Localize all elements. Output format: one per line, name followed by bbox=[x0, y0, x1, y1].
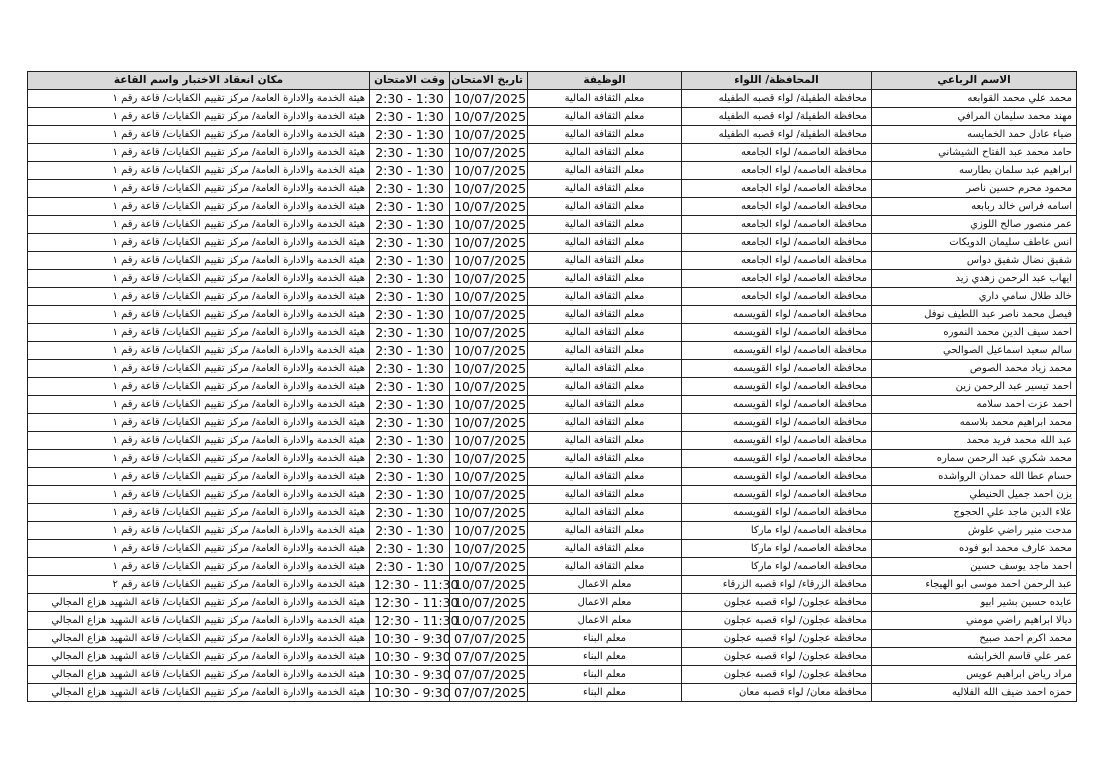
cell-governorate: محافظة العاصمه/ لواء القويسمه bbox=[682, 396, 872, 414]
cell-governorate: محافظة العاصمه/ لواء القويسمه bbox=[682, 342, 872, 360]
cell-governorate: محافظة الزرقاء/ لواء قصبه الزرقاء bbox=[682, 576, 872, 594]
cell-name: حمزه احمد ضيف الله الفلاليه bbox=[872, 684, 1077, 702]
cell-governorate: محافظة العاصمه/ لواء الجامعه bbox=[682, 162, 872, 180]
cell-governorate: محافظة العاصمه/ لواء الجامعه bbox=[682, 252, 872, 270]
cell-name: شفيق نضال شفيق دواس bbox=[872, 252, 1077, 270]
table-row bbox=[28, 558, 1077, 576]
cell-exam-place: هيئة الخدمة والادارة العامة/ مركز تقييم الكفايات/ قاعة رقم ١ bbox=[28, 216, 370, 234]
cell-name: مدحت منير راضي علوش bbox=[872, 522, 1077, 540]
cell-name: انس عاطف سليمان الدويكات bbox=[872, 234, 1077, 252]
cell-governorate: محافظة عجلون/ لواء قصبه عجلون bbox=[682, 630, 872, 648]
cell-exam-time: 2:30 - 1:30 bbox=[370, 450, 450, 468]
cell-governorate: محافظة العاصمه/ لواء ماركا bbox=[682, 558, 872, 576]
table-row bbox=[28, 234, 1077, 252]
cell-name: يزن احمد جميل الحنيطي bbox=[872, 486, 1077, 504]
cell-name: عايده حسين بشير ابيو bbox=[872, 594, 1077, 612]
table-row bbox=[28, 198, 1077, 216]
cell-exam-time: 2:30 - 1:30 bbox=[370, 180, 450, 198]
cell-exam-place: هيئة الخدمة والادارة العامة/ مركز تقييم الكفايات/ قاعة الشهيد هزاع المجالي bbox=[28, 630, 370, 648]
cell-name: احمد عزت احمد سلامه bbox=[872, 396, 1077, 414]
cell-exam-date: 10/07/2025 bbox=[450, 522, 528, 540]
table-row bbox=[28, 630, 1077, 648]
cell-job: معلم الاعمال bbox=[528, 576, 682, 594]
cell-exam-date: 10/07/2025 bbox=[450, 144, 528, 162]
table-row bbox=[28, 324, 1077, 342]
cell-exam-time: 2:30 - 1:30 bbox=[370, 234, 450, 252]
cell-exam-date: 10/07/2025 bbox=[450, 594, 528, 612]
cell-job: معلم الثقافة المالية bbox=[528, 558, 682, 576]
table-row bbox=[28, 684, 1077, 702]
cell-name: محمد ابراهيم محمد بلاسمه bbox=[872, 414, 1077, 432]
cell-governorate: محافظة العاصمه/ لواء ماركا bbox=[682, 540, 872, 558]
cell-name: ايهاب عبد الرحمن زهدي زيد bbox=[872, 270, 1077, 288]
cell-name: محمد زياد محمد الصوص bbox=[872, 360, 1077, 378]
cell-governorate: محافظة العاصمه/ لواء القويسمه bbox=[682, 450, 872, 468]
cell-job: معلم الثقافة المالية bbox=[528, 414, 682, 432]
cell-exam-date: 10/07/2025 bbox=[450, 198, 528, 216]
cell-exam-date: 10/07/2025 bbox=[450, 612, 528, 630]
cell-exam-date: 10/07/2025 bbox=[450, 396, 528, 414]
cell-governorate: محافظة الطفيلة/ لواء قصبه الطفيله bbox=[682, 126, 872, 144]
table-row bbox=[28, 414, 1077, 432]
cell-job: معلم الثقافة المالية bbox=[528, 324, 682, 342]
cell-exam-time: 2:30 - 1:30 bbox=[370, 540, 450, 558]
cell-name: اسامه فراس خالد ربابعه bbox=[872, 198, 1077, 216]
cell-exam-place: هيئة الخدمة والادارة العامة/ مركز تقييم الكفايات/ قاعة رقم ١ bbox=[28, 378, 370, 396]
cell-exam-time: 2:30 - 1:30 bbox=[370, 216, 450, 234]
cell-governorate: محافظة العاصمه/ لواء القويسمه bbox=[682, 432, 872, 450]
cell-job: معلم الثقافة المالية bbox=[528, 360, 682, 378]
table-row bbox=[28, 432, 1077, 450]
table-row bbox=[28, 450, 1077, 468]
cell-name: علاء الدين ماجد علي الحجوج bbox=[872, 504, 1077, 522]
table-row bbox=[28, 90, 1077, 108]
cell-exam-time: 2:30 - 1:30 bbox=[370, 162, 450, 180]
cell-exam-date: 07/07/2025 bbox=[450, 666, 528, 684]
cell-exam-date: 10/07/2025 bbox=[450, 414, 528, 432]
cell-exam-place: هيئة الخدمة والادارة العامة/ مركز تقييم الكفايات/ قاعة رقم ١ bbox=[28, 360, 370, 378]
cell-job: معلم الثقافة المالية bbox=[528, 162, 682, 180]
table-row bbox=[28, 666, 1077, 684]
cell-job: معلم الثقافة المالية bbox=[528, 90, 682, 108]
cell-exam-date: 10/07/2025 bbox=[450, 288, 528, 306]
cell-exam-place: هيئة الخدمة والادارة العامة/ مركز تقييم الكفايات/ قاعة رقم ١ bbox=[28, 108, 370, 126]
cell-exam-date: 10/07/2025 bbox=[450, 360, 528, 378]
table-row bbox=[28, 396, 1077, 414]
cell-exam-place: هيئة الخدمة والادارة العامة/ مركز تقييم الكفايات/ قاعة رقم ١ bbox=[28, 540, 370, 558]
cell-governorate: محافظة العاصمه/ لواء القويسمه bbox=[682, 378, 872, 396]
cell-name: فيصل محمد ناصر عبد اللطيف نوفل bbox=[872, 306, 1077, 324]
cell-exam-time: 10:30 - 9:30 bbox=[370, 666, 450, 684]
cell-exam-place: هيئة الخدمة والادارة العامة/ مركز تقييم الكفايات/ قاعة رقم ١ bbox=[28, 558, 370, 576]
cell-exam-date: 10/07/2025 bbox=[450, 270, 528, 288]
cell-name: عمر منصور صالح اللوزي bbox=[872, 216, 1077, 234]
cell-name: احمد تيسير عبد الرحمن زين bbox=[872, 378, 1077, 396]
table-row bbox=[28, 252, 1077, 270]
exam-schedule-sheet bbox=[27, 71, 1076, 702]
table-row bbox=[28, 306, 1077, 324]
cell-job: معلم الاعمال bbox=[528, 594, 682, 612]
cell-exam-place: هيئة الخدمة والادارة العامة/ مركز تقييم الكفايات/ قاعة رقم ١ bbox=[28, 414, 370, 432]
cell-exam-place: هيئة الخدمة والادارة العامة/ مركز تقييم الكفايات/ قاعة الشهيد هزاع المجالي bbox=[28, 684, 370, 702]
cell-exam-time: 2:30 - 1:30 bbox=[370, 378, 450, 396]
cell-job: معلم الثقافة المالية bbox=[528, 540, 682, 558]
cell-exam-time: 2:30 - 1:30 bbox=[370, 324, 450, 342]
cell-governorate: محافظة العاصمه/ لواء الجامعه bbox=[682, 270, 872, 288]
table-row bbox=[28, 378, 1077, 396]
cell-job: معلم الثقافة المالية bbox=[528, 270, 682, 288]
cell-exam-place: هيئة الخدمة والادارة العامة/ مركز تقييم الكفايات/ قاعة الشهيد هزاع المجالي bbox=[28, 612, 370, 630]
cell-name: احمد ماجد يوسف حسين bbox=[872, 558, 1077, 576]
cell-job: معلم الثقافة المالية bbox=[528, 432, 682, 450]
cell-governorate: محافظة الطفيلة/ لواء قصبه الطفيله bbox=[682, 90, 872, 108]
cell-job: معلم الثقافة المالية bbox=[528, 288, 682, 306]
cell-governorate: محافظة العاصمه/ لواء القويسمه bbox=[682, 486, 872, 504]
cell-job: معلم الثقافة المالية bbox=[528, 216, 682, 234]
cell-name: احمد سيف الدين محمد النموره bbox=[872, 324, 1077, 342]
cell-name: ضياء عادل حمد الخمايسه bbox=[872, 126, 1077, 144]
cell-exam-time: 10:30 - 9:30 bbox=[370, 648, 450, 666]
cell-job: معلم الثقافة المالية bbox=[528, 234, 682, 252]
cell-exam-time: 2:30 - 1:30 bbox=[370, 468, 450, 486]
cell-exam-time: 2:30 - 1:30 bbox=[370, 198, 450, 216]
cell-job: معلم الثقافة المالية bbox=[528, 504, 682, 522]
cell-exam-time: 12:30 - 11:30 bbox=[370, 576, 450, 594]
cell-governorate: محافظة العاصمه/ لواء الجامعه bbox=[682, 144, 872, 162]
cell-governorate: محافظة العاصمه/ لواء الجامعه bbox=[682, 234, 872, 252]
cell-governorate: محافظة الطفيلة/ لواء قصبه الطفيله bbox=[682, 108, 872, 126]
cell-exam-place: هيئة الخدمة والادارة العامة/ مركز تقييم الكفايات/ قاعة رقم ١ bbox=[28, 432, 370, 450]
table-row bbox=[28, 648, 1077, 666]
cell-governorate: محافظة العاصمه/ لواء الجامعه bbox=[682, 180, 872, 198]
cell-governorate: محافظة عجلون/ لواء قصبه عجلون bbox=[682, 648, 872, 666]
table-row bbox=[28, 342, 1077, 360]
cell-job: معلم الثقافة المالية bbox=[528, 126, 682, 144]
cell-job: معلم البناء bbox=[528, 684, 682, 702]
cell-name: عبد الرحمن احمد موسى ابو الهيجاء bbox=[872, 576, 1077, 594]
cell-exam-time: 2:30 - 1:30 bbox=[370, 270, 450, 288]
cell-job: معلم الثقافة المالية bbox=[528, 108, 682, 126]
table-row bbox=[28, 126, 1077, 144]
cell-exam-place: هيئة الخدمة والادارة العامة/ مركز تقييم الكفايات/ قاعة رقم ١ bbox=[28, 324, 370, 342]
cell-exam-date: 10/07/2025 bbox=[450, 90, 528, 108]
cell-exam-date: 10/07/2025 bbox=[450, 342, 528, 360]
cell-exam-time: 12:30 - 11:30 bbox=[370, 612, 450, 630]
table-header-row bbox=[28, 72, 1077, 90]
cell-exam-place: هيئة الخدمة والادارة العامة/ مركز تقييم الكفايات/ قاعة رقم ١ bbox=[28, 522, 370, 540]
cell-name: ديالا ابراهيم راضي مومني bbox=[872, 612, 1077, 630]
cell-job: معلم الثقافة المالية bbox=[528, 450, 682, 468]
cell-exam-date: 10/07/2025 bbox=[450, 576, 528, 594]
cell-governorate: محافظة عجلون/ لواء قصبه عجلون bbox=[682, 612, 872, 630]
cell-governorate: محافظة العاصمه/ لواء القويسمه bbox=[682, 360, 872, 378]
cell-governorate: محافظة العاصمه/ لواء الجامعه bbox=[682, 198, 872, 216]
cell-exam-time: 2:30 - 1:30 bbox=[370, 90, 450, 108]
cell-name: محمد عارف محمد ابو فوده bbox=[872, 540, 1077, 558]
table-row bbox=[28, 468, 1077, 486]
cell-governorate: محافظة العاصمه/ لواء القويسمه bbox=[682, 324, 872, 342]
cell-job: معلم الثقافة المالية bbox=[528, 396, 682, 414]
cell-exam-date: 10/07/2025 bbox=[450, 252, 528, 270]
header-name: الاسم الرباعي bbox=[872, 72, 1077, 90]
cell-exam-place: هيئة الخدمة والادارة العامة/ مركز تقييم الكفايات/ قاعة رقم ١ bbox=[28, 270, 370, 288]
cell-exam-place: هيئة الخدمة والادارة العامة/ مركز تقييم الكفايات/ قاعة رقم ١ bbox=[28, 252, 370, 270]
cell-exam-date: 10/07/2025 bbox=[450, 378, 528, 396]
cell-exam-time: 2:30 - 1:30 bbox=[370, 558, 450, 576]
cell-exam-place: هيئة الخدمة والادارة العامة/ مركز تقييم الكفايات/ قاعة رقم ١ bbox=[28, 198, 370, 216]
cell-exam-date: 10/07/2025 bbox=[450, 162, 528, 180]
cell-name: سالم سعيد اسماعيل الصوالحي bbox=[872, 342, 1077, 360]
header-job: الوظيفة bbox=[528, 72, 682, 90]
table-row bbox=[28, 594, 1077, 612]
cell-exam-time: 2:30 - 1:30 bbox=[370, 486, 450, 504]
cell-exam-time: 2:30 - 1:30 bbox=[370, 126, 450, 144]
cell-exam-place: هيئة الخدمة والادارة العامة/ مركز تقييم الكفايات/ قاعة رقم ١ bbox=[28, 90, 370, 108]
cell-job: معلم الثقافة المالية bbox=[528, 180, 682, 198]
cell-exam-date: 07/07/2025 bbox=[450, 648, 528, 666]
cell-exam-time: 10:30 - 9:30 bbox=[370, 630, 450, 648]
cell-exam-time: 2:30 - 1:30 bbox=[370, 252, 450, 270]
cell-exam-place: هيئة الخدمة والادارة العامة/ مركز تقييم الكفايات/ قاعة رقم ١ bbox=[28, 396, 370, 414]
header-exam-place: مكان انعقاد الاختبار واسم القاعة bbox=[28, 72, 370, 90]
table-row bbox=[28, 576, 1077, 594]
table-row bbox=[28, 180, 1077, 198]
cell-exam-place: هيئة الخدمة والادارة العامة/ مركز تقييم الكفايات/ قاعة رقم ١ bbox=[28, 450, 370, 468]
table-row bbox=[28, 504, 1077, 522]
cell-exam-time: 2:30 - 1:30 bbox=[370, 414, 450, 432]
cell-governorate: محافظة العاصمه/ لواء القويسمه bbox=[682, 504, 872, 522]
table-row bbox=[28, 486, 1077, 504]
cell-exam-date: 10/07/2025 bbox=[450, 540, 528, 558]
header-governorate: المحافظة/ اللواء bbox=[682, 72, 872, 90]
cell-governorate: محافظة العاصمه/ لواء الجامعه bbox=[682, 288, 872, 306]
cell-exam-time: 2:30 - 1:30 bbox=[370, 396, 450, 414]
cell-governorate: محافظة العاصمه/ لواء القويسمه bbox=[682, 306, 872, 324]
cell-name: مراد رياض ابراهيم عويس bbox=[872, 666, 1077, 684]
cell-exam-date: 10/07/2025 bbox=[450, 504, 528, 522]
cell-exam-time: 2:30 - 1:30 bbox=[370, 432, 450, 450]
cell-exam-date: 10/07/2025 bbox=[450, 450, 528, 468]
cell-name: ابراهيم عبد سلمان بطارسه bbox=[872, 162, 1077, 180]
table-row bbox=[28, 270, 1077, 288]
cell-governorate: محافظة العاصمه/ لواء القويسمه bbox=[682, 468, 872, 486]
cell-job: معلم البناء bbox=[528, 666, 682, 684]
cell-exam-place: هيئة الخدمة والادارة العامة/ مركز تقييم الكفايات/ قاعة رقم ١ bbox=[28, 486, 370, 504]
cell-name: محمد اكرم احمد صبيح bbox=[872, 630, 1077, 648]
table-row bbox=[28, 162, 1077, 180]
cell-governorate: محافظة معان/ لواء قصبه معان bbox=[682, 684, 872, 702]
cell-exam-date: 10/07/2025 bbox=[450, 432, 528, 450]
cell-name: عبد الله محمد فريد محمد bbox=[872, 432, 1077, 450]
cell-job: معلم البناء bbox=[528, 630, 682, 648]
cell-exam-date: 10/07/2025 bbox=[450, 180, 528, 198]
cell-exam-time: 12:30 - 11:30 bbox=[370, 594, 450, 612]
cell-name: مهند محمد سليمان المرافي bbox=[872, 108, 1077, 126]
cell-job: معلم الثقافة المالية bbox=[528, 306, 682, 324]
table-row bbox=[28, 540, 1077, 558]
cell-job: معلم الثقافة المالية bbox=[528, 252, 682, 270]
cell-exam-time: 10:30 - 9:30 bbox=[370, 684, 450, 702]
cell-name: محمد شكري عبد الرحمن سماره bbox=[872, 450, 1077, 468]
cell-exam-place: هيئة الخدمة والادارة العامة/ مركز تقييم الكفايات/ قاعة رقم ١ bbox=[28, 180, 370, 198]
cell-exam-date: 07/07/2025 bbox=[450, 684, 528, 702]
cell-exam-place: هيئة الخدمة والادارة العامة/ مركز تقييم الكفايات/ قاعة الشهيد هزاع المجالي bbox=[28, 666, 370, 684]
header-exam-date: تاريخ الامتحان bbox=[450, 72, 528, 90]
cell-exam-date: 10/07/2025 bbox=[450, 558, 528, 576]
cell-exam-place: هيئة الخدمة والادارة العامة/ مركز تقييم الكفايات/ قاعة رقم ١ bbox=[28, 234, 370, 252]
cell-name: عمر علي قاسم الخرابشه bbox=[872, 648, 1077, 666]
cell-exam-place: هيئة الخدمة والادارة العامة/ مركز تقييم الكفايات/ قاعة رقم ١ bbox=[28, 162, 370, 180]
cell-governorate: محافظة عجلون/ لواء قصبه عجلون bbox=[682, 666, 872, 684]
cell-governorate: محافظة عجلون/ لواء قصبه عجلون bbox=[682, 594, 872, 612]
cell-governorate: محافظة العاصمه/ لواء الجامعه bbox=[682, 216, 872, 234]
cell-name: محمود محرم حسين ناصر bbox=[872, 180, 1077, 198]
cell-job: معلم الثقافة المالية bbox=[528, 144, 682, 162]
exam-schedule-table bbox=[27, 71, 1077, 702]
table-row bbox=[28, 108, 1077, 126]
cell-name: حسام عطا الله حمدان الرواشده bbox=[872, 468, 1077, 486]
cell-exam-place: هيئة الخدمة والادارة العامة/ مركز تقييم الكفايات/ قاعة رقم ١ bbox=[28, 468, 370, 486]
cell-job: معلم الثقافة المالية bbox=[528, 378, 682, 396]
cell-job: معلم الثقافة المالية bbox=[528, 198, 682, 216]
cell-job: معلم الثقافة المالية bbox=[528, 468, 682, 486]
cell-exam-place: هيئة الخدمة والادارة العامة/ مركز تقييم الكفايات/ قاعة رقم ١ bbox=[28, 306, 370, 324]
cell-exam-time: 2:30 - 1:30 bbox=[370, 288, 450, 306]
cell-governorate: محافظة العاصمه/ لواء ماركا bbox=[682, 522, 872, 540]
cell-exam-date: 10/07/2025 bbox=[450, 108, 528, 126]
cell-exam-date: 10/07/2025 bbox=[450, 306, 528, 324]
table-row bbox=[28, 288, 1077, 306]
cell-exam-date: 07/07/2025 bbox=[450, 630, 528, 648]
cell-exam-time: 2:30 - 1:30 bbox=[370, 108, 450, 126]
cell-name: محمد علي محمد القوابعه bbox=[872, 90, 1077, 108]
cell-job: معلم البناء bbox=[528, 648, 682, 666]
cell-exam-place: هيئة الخدمة والادارة العامة/ مركز تقييم الكفايات/ قاعة رقم ١ bbox=[28, 504, 370, 522]
cell-exam-time: 2:30 - 1:30 bbox=[370, 504, 450, 522]
cell-job: معلم الثقافة المالية bbox=[528, 342, 682, 360]
cell-exam-place: هيئة الخدمة والادارة العامة/ مركز تقييم الكفايات/ قاعة رقم ١ bbox=[28, 144, 370, 162]
cell-exam-place: هيئة الخدمة والادارة العامة/ مركز تقييم الكفايات/ قاعة رقم ١ bbox=[28, 342, 370, 360]
cell-governorate: محافظة العاصمه/ لواء القويسمه bbox=[682, 414, 872, 432]
cell-job: معلم الثقافة المالية bbox=[528, 522, 682, 540]
cell-name: حامد محمد عبد الفتاح الشيشاني bbox=[872, 144, 1077, 162]
table-row bbox=[28, 612, 1077, 630]
cell-name: خالد طلال سامي داري bbox=[872, 288, 1077, 306]
cell-exam-time: 2:30 - 1:30 bbox=[370, 522, 450, 540]
cell-exam-date: 10/07/2025 bbox=[450, 216, 528, 234]
cell-exam-place: هيئة الخدمة والادارة العامة/ مركز تقييم الكفايات/ قاعة الشهيد هزاع المجالي bbox=[28, 648, 370, 666]
cell-job: معلم الاعمال bbox=[528, 612, 682, 630]
table-row bbox=[28, 522, 1077, 540]
table-row bbox=[28, 144, 1077, 162]
table-body bbox=[28, 90, 1077, 702]
cell-exam-place: هيئة الخدمة والادارة العامة/ مركز تقييم الكفايات/ قاعة الشهيد هزاع المجالي bbox=[28, 594, 370, 612]
cell-exam-date: 10/07/2025 bbox=[450, 486, 528, 504]
header-exam-time: وقت الامتحان bbox=[370, 72, 450, 90]
cell-exam-date: 10/07/2025 bbox=[450, 126, 528, 144]
cell-job: معلم الثقافة المالية bbox=[528, 486, 682, 504]
table-row bbox=[28, 216, 1077, 234]
cell-exam-time: 2:30 - 1:30 bbox=[370, 360, 450, 378]
cell-exam-date: 10/07/2025 bbox=[450, 234, 528, 252]
table-row bbox=[28, 360, 1077, 378]
cell-exam-time: 2:30 - 1:30 bbox=[370, 306, 450, 324]
cell-exam-date: 10/07/2025 bbox=[450, 324, 528, 342]
cell-exam-date: 10/07/2025 bbox=[450, 468, 528, 486]
cell-exam-place: هيئة الخدمة والادارة العامة/ مركز تقييم الكفايات/ قاعة رقم ١ bbox=[28, 126, 370, 144]
cell-exam-time: 2:30 - 1:30 bbox=[370, 342, 450, 360]
cell-exam-place: هيئة الخدمة والادارة العامة/ مركز تقييم الكفايات/ قاعة رقم ١ bbox=[28, 288, 370, 306]
cell-exam-time: 2:30 - 1:30 bbox=[370, 144, 450, 162]
cell-exam-place: هيئة الخدمة والادارة العامة/ مركز تقييم الكفايات/ قاعة رقم ٢ bbox=[28, 576, 370, 594]
